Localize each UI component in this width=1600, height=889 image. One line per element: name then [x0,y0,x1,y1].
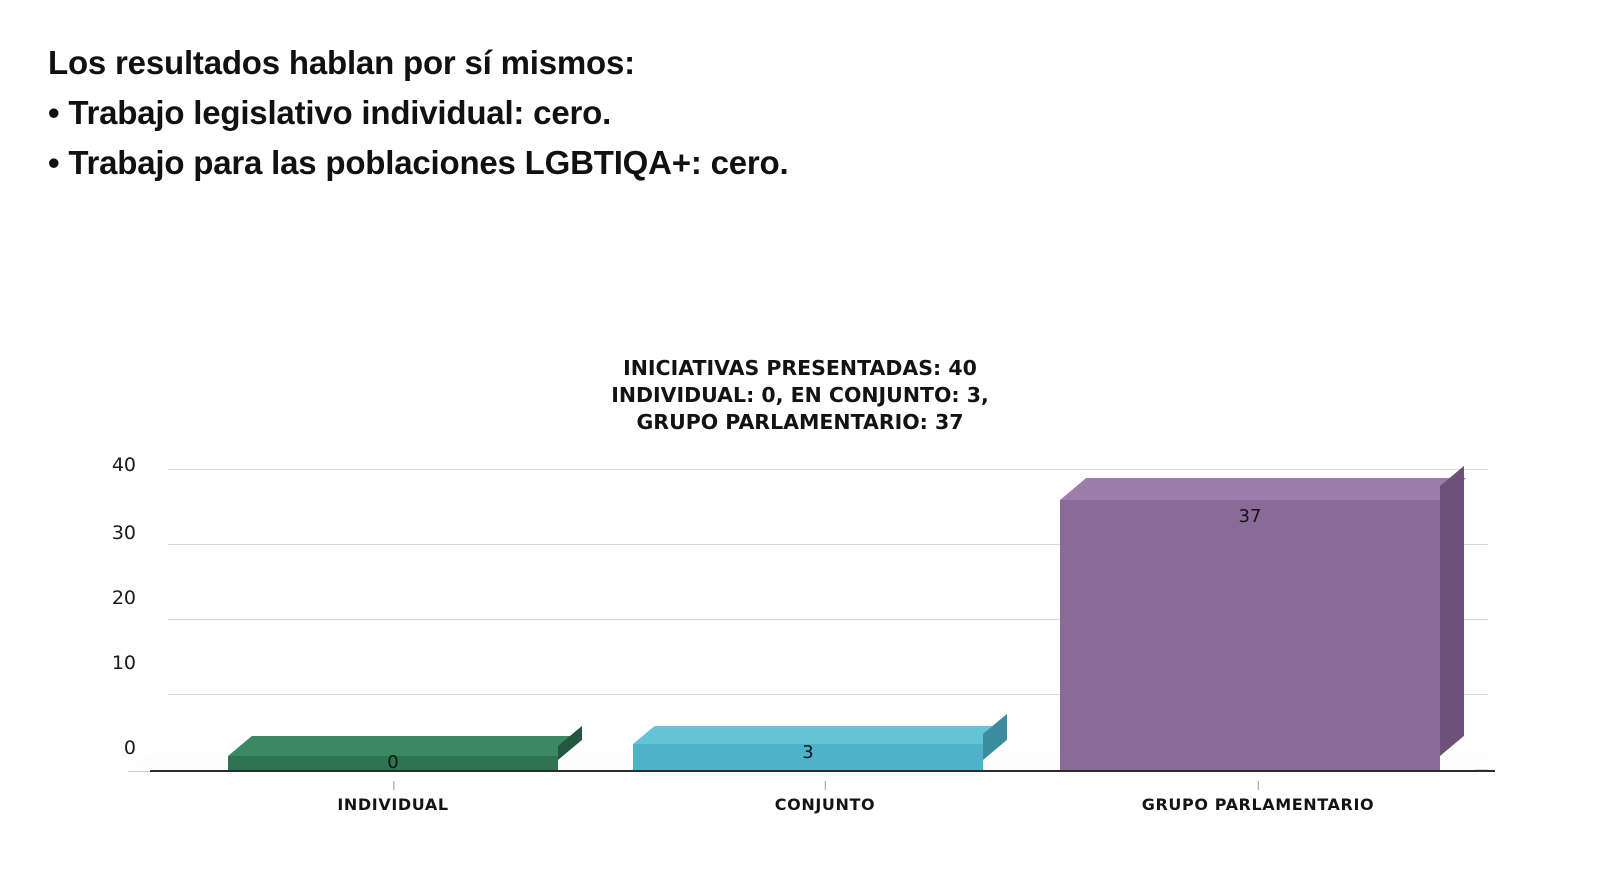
bar-individual[interactable] [228,752,558,773]
x-label-individual-text: INDIVIDUAL [337,795,449,814]
y-tick-label-0: 0 [123,737,136,759]
y-tick-label-40: 40 [111,454,136,476]
bar-grupo-value: 37 [1238,506,1262,527]
plot-area [111,454,1520,773]
y-tick-label-20: 20 [111,587,136,609]
bar-conjunto-value: 3 [802,742,814,763]
bar-individual-value: 0 [387,752,399,773]
headline-line-3: • Trabajo para las poblaciones LGBTIQA+: cero. [48,144,789,181]
chart-title-line-2: INDIVIDUAL: 0, EN CONJUNTO: 3, [611,383,989,407]
x-axis-labels [150,795,1520,825]
x-label-individual [337,795,448,814]
bar-grupo-face [1060,500,1440,770]
bar-conjunto[interactable] [633,744,983,770]
bar-chart [0,355,1600,835]
x-label-conjunto-text: CONJUNTO [774,795,876,814]
x-label-grupo-parlamentario [1142,795,1374,814]
chart-title [0,355,1600,436]
headline-line-2: • Trabajo legislativo individual: cero. [48,94,612,131]
y-tick-label-10: 10 [111,652,136,674]
headline-line-1: Los resultados hablan por sí mismos: [48,44,635,81]
bar-grupo-parlamentario[interactable] [1060,500,1440,770]
slide-headline [48,38,1248,188]
bar-grupo-side [1440,466,1464,756]
x-label-conjunto [775,795,875,814]
bar-grupo-top [1060,478,1466,500]
gridline-40 [168,469,1488,470]
y-tick-label-30: 30 [111,522,136,544]
x-tick-individual [393,781,394,790]
x-tick-conjunto [825,781,826,790]
x-label-grupo-text: GRUPO PARLAMENTARIO [1141,795,1375,814]
chart-title-line-1: INICIATIVAS PRESENTADAS: 40 [623,356,977,380]
x-tick-grupo [1258,781,1259,790]
chart-title-line-3: GRUPO PARLAMENTARIO: 37 [636,410,964,434]
